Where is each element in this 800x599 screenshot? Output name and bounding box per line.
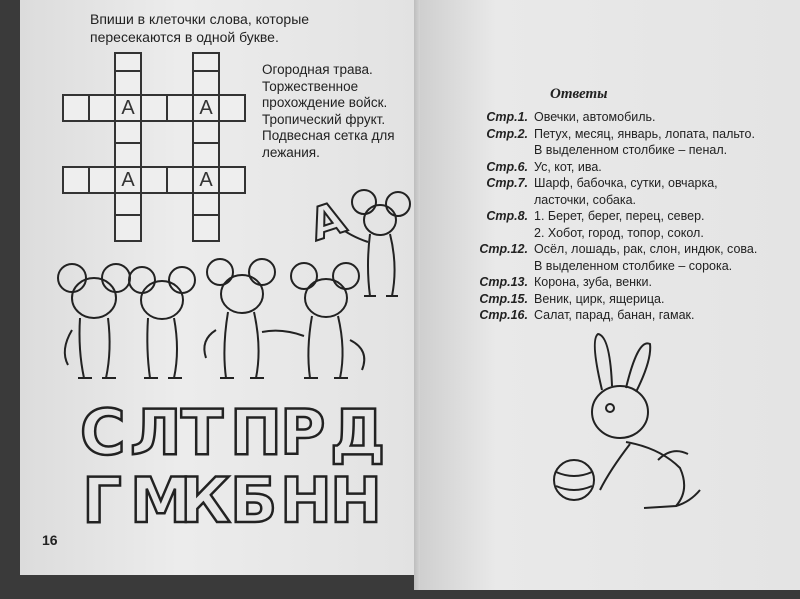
grid-cell [192, 214, 220, 242]
outline-letter: Н [330, 464, 382, 537]
left-page [20, 0, 420, 575]
clue-item: Торжественное прохождение войск. [262, 78, 388, 110]
answer-text: Ус, кот, ива. [534, 159, 602, 174]
outline-letter: М [130, 464, 192, 537]
grid-letter-cell: А [114, 94, 142, 122]
page-number: 16 [42, 532, 58, 548]
outline-letters [80, 396, 420, 540]
answer-text: 1. Берет, берег, перец, север. [534, 209, 705, 223]
outline-letter: Т [180, 396, 224, 469]
outline-letter: С [80, 396, 126, 469]
illustration-letter: А [303, 192, 352, 252]
instruction-text: Впиши в клеточки слова, которые пересекаются в одной букве. [90, 11, 310, 45]
outline-letter: К [180, 464, 231, 537]
answer-row [478, 110, 788, 126]
mouse-with-letter-illustration [302, 180, 412, 310]
answer-row [478, 259, 788, 275]
answer-row [478, 226, 788, 242]
answer-text: Овечки, автомобиль. [534, 110, 656, 124]
answer-page-ref: Стр.8. [486, 209, 528, 223]
right-page [420, 0, 800, 590]
answer-page-ref [478, 259, 534, 275]
outline-letter: Г [82, 464, 122, 537]
answer-row [478, 127, 788, 143]
answer-page-ref: Стр.2. [486, 126, 528, 141]
answer-page-ref [478, 143, 534, 159]
grid-letter-cell: А [192, 166, 220, 194]
answer-row [478, 308, 788, 324]
answer-text: Осёл, лошадь, рак, слон, индюк, сова. [534, 242, 758, 256]
answer-page-ref: Стр.7. [486, 176, 528, 190]
grid-cell [218, 166, 246, 194]
answer-page-ref [478, 193, 534, 209]
answer-row [478, 143, 788, 159]
grid-cell [114, 214, 142, 242]
clue-list [262, 62, 420, 161]
grid-cell [88, 166, 116, 194]
answer-text: В выделенном столбике – сорока. [534, 258, 733, 273]
grid-letter-cell: А [192, 94, 220, 122]
grid-cell [166, 166, 194, 194]
answer-row [478, 242, 788, 258]
grid-cell [218, 94, 246, 122]
answer-row [478, 193, 788, 209]
answer-text: В выделенном столбике – пенал. [534, 143, 728, 157]
outline-letters-row [80, 464, 420, 537]
answers-list [478, 110, 788, 325]
answer-text: Веник, цирк, ящерица. [534, 291, 665, 306]
answer-text: Шарф, бабочка, сутки, овчарка, [534, 176, 718, 190]
answer-page-ref: Стр.15. [479, 291, 528, 306]
grid-cell [62, 166, 90, 194]
answer-text: ласточки, собака. [534, 192, 637, 207]
grid-cell [140, 94, 168, 122]
clue-item: Огородная трава. [262, 62, 373, 77]
answer-text: Петух, месяц, январь, лопата, пальто. [534, 126, 755, 141]
answer-row [478, 209, 788, 225]
outline-letters-row [80, 396, 420, 469]
answer-page-ref: Стр.6. [486, 159, 528, 174]
answer-row [478, 160, 788, 176]
answer-page-ref [478, 226, 534, 242]
grid-letter-cell: А [114, 166, 142, 194]
outline-letter: Д [330, 396, 386, 469]
answer-row [478, 176, 788, 192]
answer-text: Корона, зуба, венки. [534, 275, 652, 289]
grid-cell [62, 94, 90, 122]
outline-letter: Р [280, 396, 326, 469]
answer-page-ref: Стр.12. [479, 242, 528, 256]
answer-page-ref: Стр.1. [486, 110, 528, 124]
grid-cell [140, 166, 168, 194]
outline-letter: Н [280, 464, 332, 537]
clue-item: Подвесная сетка для лежания. [262, 128, 395, 160]
outline-letter: Л [130, 396, 182, 469]
bunny-illustration [540, 330, 730, 520]
answer-page-ref: Стр.13. [479, 275, 528, 289]
answer-row [478, 275, 788, 291]
grid-cell [88, 94, 116, 122]
answer-page-ref: Стр.16. [479, 308, 528, 322]
answer-row [478, 292, 788, 308]
outline-letter: Б [230, 464, 278, 537]
grid-cell [166, 94, 194, 122]
clue-item: Тропический фрукт. [262, 111, 386, 127]
outline-letter: П [230, 396, 282, 469]
answers-title: Ответы [550, 86, 608, 102]
answer-text: 2. Хобот, город, топор, сокол. [534, 225, 704, 240]
answer-text: Салат, парад, банан, гамак. [534, 308, 695, 322]
ball-icon [554, 460, 594, 500]
